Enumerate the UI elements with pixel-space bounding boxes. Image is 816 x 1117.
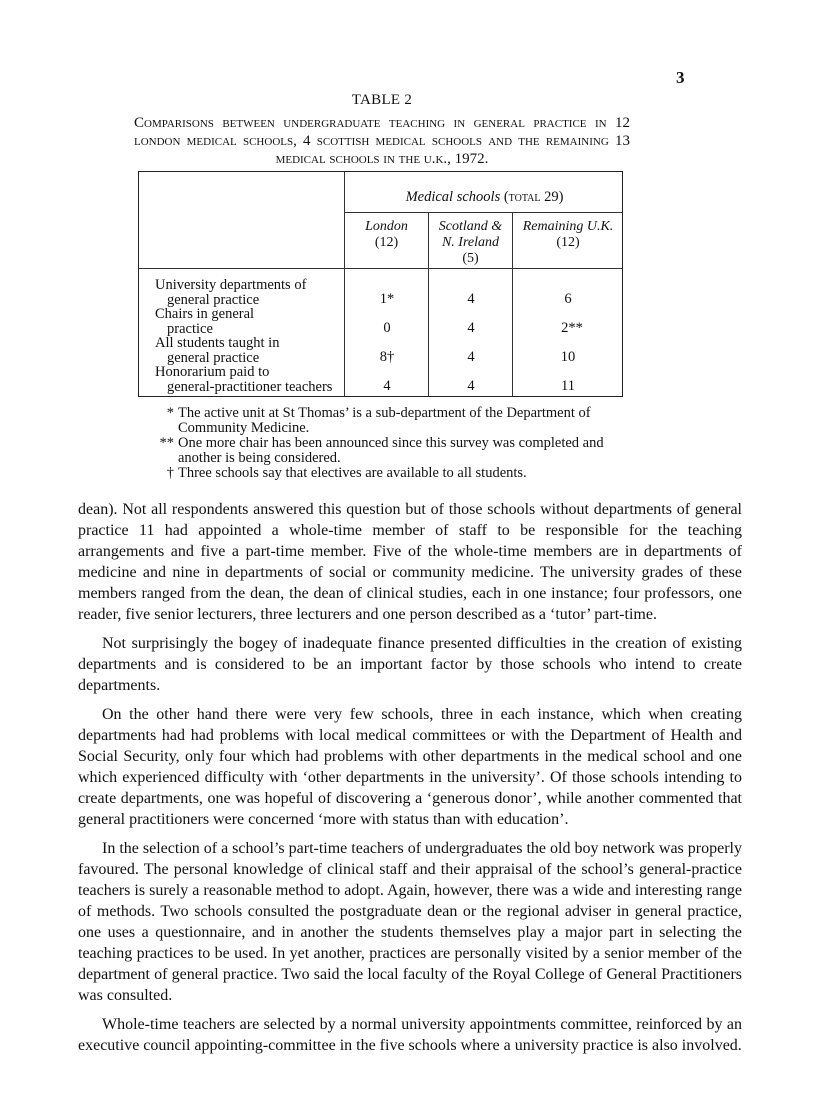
body-text — [78, 499, 742, 1064]
footnote-mark: ** — [159, 435, 174, 451]
footnote — [138, 436, 648, 466]
footnote-mark: * — [166, 405, 174, 421]
row-label — [155, 307, 254, 336]
row-label — [155, 278, 306, 307]
row-label-line: Honorarium paid to — [155, 364, 270, 380]
footnote-text: The active unit at St Thomas’ is a sub-department of the Department of Community Medicine. — [178, 405, 591, 436]
column-name: Scotland & — [438, 219, 503, 234]
row-label — [155, 365, 332, 394]
group-header-title: Medical schools — [405, 189, 501, 205]
footnote — [138, 466, 648, 481]
footnote-mark: † — [166, 465, 174, 481]
column-name: N. Ireland — [441, 235, 500, 250]
table-caption — [134, 114, 630, 168]
row-label — [155, 336, 279, 365]
row-label-line: practice — [167, 320, 213, 337]
column-name: London — [365, 219, 408, 234]
caption-line: Comparisons between undergraduate teaching in general practice in 12 — [134, 115, 630, 131]
table-cell: 10 — [560, 349, 576, 365]
table-cell: 1* — [379, 291, 395, 307]
paragraph: dean). Not all respondents answered this question but of those schools without departments of general practice 11 had appointed a whole-time member of staff to be responsible for the teaching arrangements and five a part-time member. Five of the whole-time members are in departments of medicine and nine in departments of social or community medicine. The university grades of these members ranged from the dean, the dean of clinical studies, each in one instance; four professors, one reader, five senior lecturers, three lecturers and one person described as a ‘tutor’ part-time. — [78, 501, 742, 623]
table-cell: 4 — [467, 349, 475, 365]
table-cell: 4 — [383, 378, 391, 394]
caption-line: london medical schools, 4 scottish medical schools and the remaining 13 — [134, 133, 630, 149]
footnote-text: One more chair has been announced since this survey was completed and another is being considered. — [178, 435, 604, 466]
group-header-total: (total 29) — [503, 189, 564, 205]
column-count: (5) — [462, 251, 479, 266]
paragraph: Not surprisingly the bogey of inadequate finance presented difficulties in the creation of existing departments and is considered to be an important factor by those schools who intend to create departments. — [78, 635, 742, 694]
table-cell: 8† — [379, 349, 395, 365]
row-label-line: Chairs in general — [155, 306, 255, 322]
caption-line: medical schools in the u.k., 1972. — [275, 151, 489, 167]
row-label-line: All students taught in — [155, 335, 280, 351]
paragraph: In the selection of a school’s part-time teachers of undergraduates the old boy network was properly favoured. The personal knowledge of clinical staff and their appraisal of the school’s general-practice teachers is surely a reasonable method to adopt. Again, however, there was a wide and interesting range of methods. Two schools consulted the postgraduate dean or the regional adviser in general practice, one uses a questionnaire, and in another the students themselves play a major part in selecting the teaching practices to be used. In yet another, practices are personally visited by a senior member of the department of general practice. Two said the local faculty of the Royal College of General Practitioners was consulted. — [78, 840, 742, 1004]
group-header — [345, 189, 624, 206]
table-footnotes — [138, 406, 648, 481]
table-cell: 0 — [383, 320, 391, 336]
table-cell: 6 — [564, 291, 572, 307]
data-table — [138, 171, 623, 397]
column-count: (12) — [374, 235, 399, 250]
table-cell: 2** — [561, 320, 583, 336]
column-name: Remaining U.K. — [522, 219, 614, 234]
column-header-remaining-uk — [513, 219, 623, 251]
row-label-line: general-practitioner teachers — [167, 378, 333, 395]
paragraph: On the other hand there were very few schools, three in each instance, which when creating departments had had problems with local medical committees or with the Department of Health and Social Security, only four which had problems with other departments in the medical school and one which experienced difficulty with ‘other departments in the university’. Of those schools intending to create departments, one was hopeful of discovering a ‘generous donor’, while another commented that general practitioners were concerned ‘more with status than with education’. — [78, 706, 742, 828]
paragraph: Whole-time teachers are selected by a normal university appointments committee, reinforced by an executive council appointing-committee in the five schools where a university practice is also involved. — [78, 1016, 742, 1054]
row-label-line: general practice — [167, 291, 260, 308]
table-cell: 4 — [467, 320, 475, 336]
header-divider — [345, 212, 622, 213]
column-count: (12) — [556, 235, 580, 250]
row-label-line: general practice — [167, 349, 260, 366]
column-header-scotland — [429, 219, 512, 267]
column-header-london — [345, 219, 428, 251]
page-number: 3 — [676, 68, 685, 87]
footnote — [138, 406, 648, 436]
header-bottom-divider — [139, 268, 622, 269]
row-label-line: University departments of — [155, 277, 307, 293]
footnote-text: Three schools say that electives are available to all students. — [178, 465, 527, 481]
table-cell: 11 — [561, 378, 575, 394]
table-cell: 4 — [467, 291, 475, 307]
table-cell: 4 — [467, 378, 475, 394]
table-label: TABLE 2 — [351, 92, 413, 108]
